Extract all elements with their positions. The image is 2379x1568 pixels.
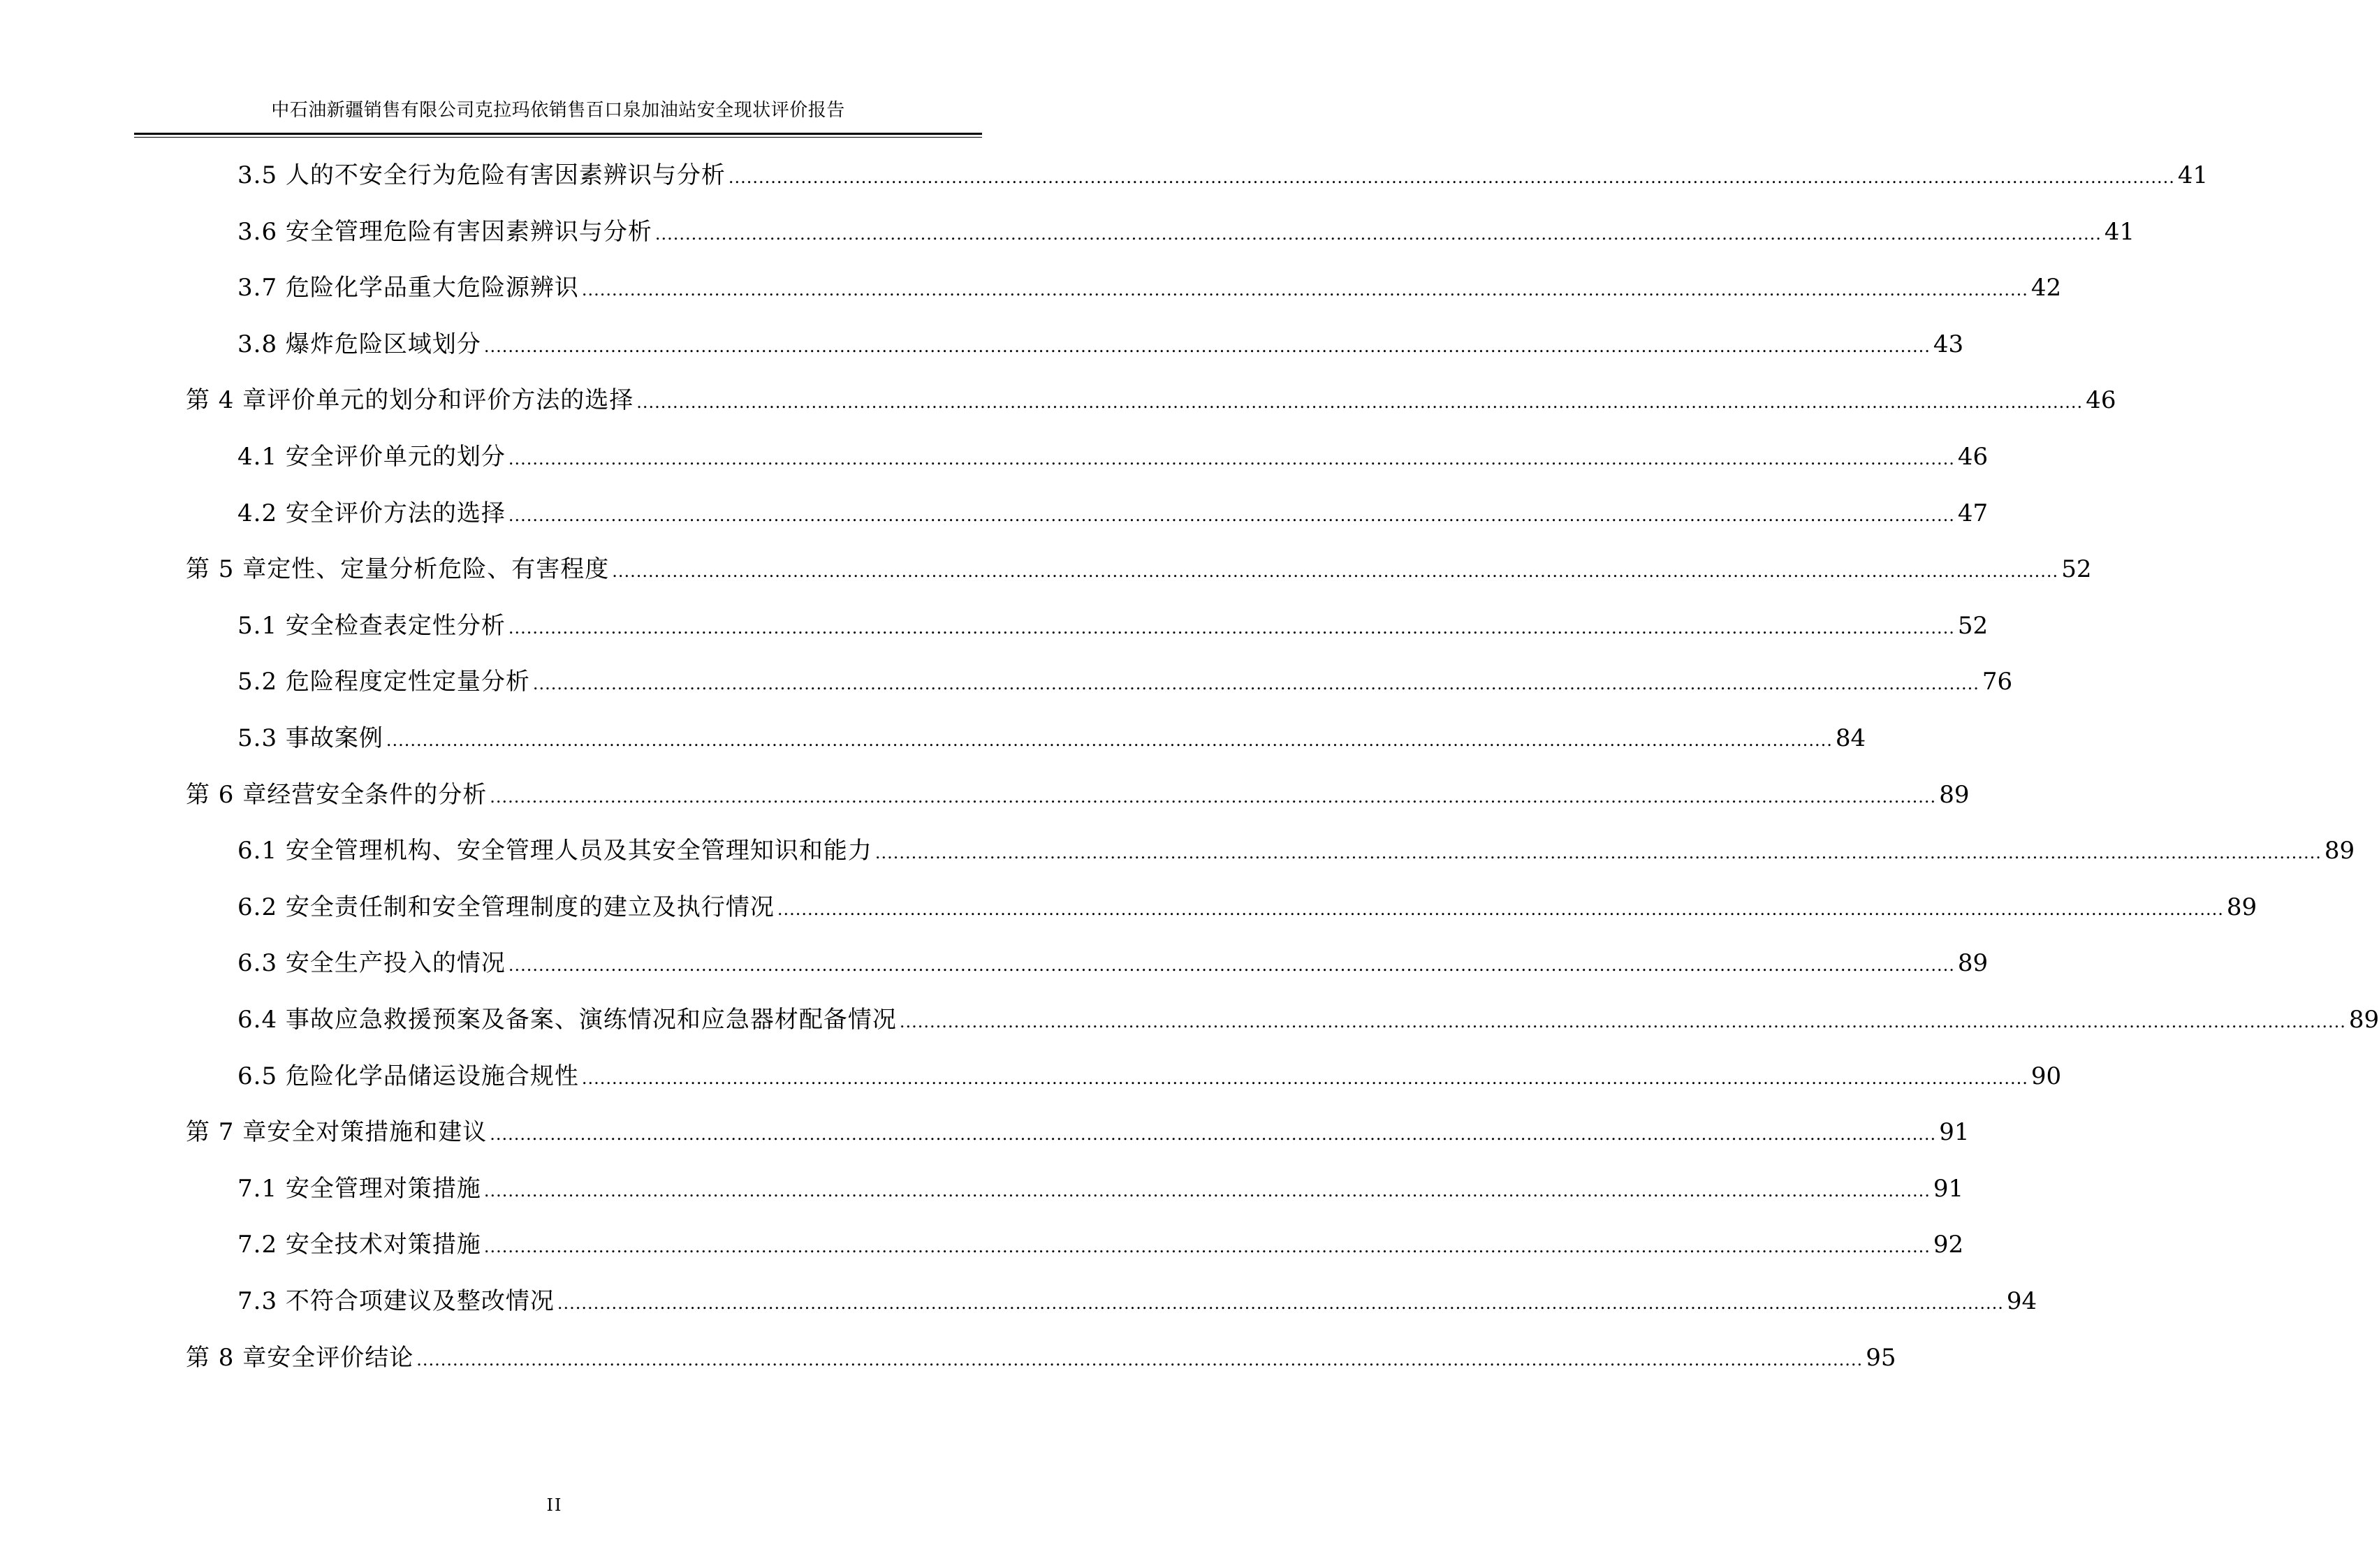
toc-dot-leader: ................................................................................................................................................................................................................................................: [483, 336, 1931, 356]
toc-entry-label: 3.5 人的不安全行为危险有害因素辨识与分析: [237, 161, 726, 189]
toc-entry-page: 89: [1939, 780, 1970, 809]
toc-dot-leader: ................................................................................................................................................................................................................................................: [490, 1124, 1937, 1145]
toc-entry-label: 6.2 安全责任制和安全管理制度的建立及执行情况: [237, 893, 775, 921]
toc-section-entry[interactable]: [237, 666, 2013, 699]
toc-entry-label: 6.5 危险化学品储运设施合规性: [237, 1062, 579, 1090]
toc-entry-label: 6.4 事故应急救援预案及备案、演练情况和应急器材配备情况: [237, 1006, 897, 1034]
toc-dot-leader: ................................................................................................................................................................................................................................................: [386, 731, 1833, 750]
toc-section-entry[interactable]: [237, 1229, 1964, 1262]
toc-dot-leader: ................................................................................................................................................................................................................................................: [508, 617, 1955, 638]
toc-dot-leader: ................................................................................................................................................................................................................................................: [874, 843, 2322, 863]
toc-dot-leader: ................................................................................................................................................................................................................................................: [581, 280, 2028, 300]
toc-entry-page: 46: [1957, 443, 1989, 471]
toc-entry-page: 76: [1982, 668, 2013, 696]
toc-section-entry[interactable]: [237, 329, 1964, 362]
toc-dot-leader: ................................................................................................................................................................................................................................................: [728, 168, 2175, 187]
toc-section-entry[interactable]: [237, 441, 1989, 474]
toc-entry-label: 第 5 章定性、定量分析危险、有害程度: [186, 555, 610, 584]
toc-chapter-entry[interactable]: [186, 554, 2092, 587]
toc-entry-label: 5.3 事故案例: [237, 724, 383, 752]
toc-section-entry[interactable]: [237, 217, 2135, 249]
toc-entry-page: 52: [1957, 611, 1989, 640]
toc-entry-label: 第 4 章评价单元的划分和评价方法的选择: [186, 386, 634, 415]
toc-entry-page: 46: [2086, 386, 2116, 415]
toc-entry-label: 7.3 不符合项建议及整改情况: [237, 1287, 555, 1315]
toc-dot-leader: ................................................................................................................................................................................................................................................: [557, 1294, 2004, 1313]
toc-entry-label: 7.1 安全管理对策措施: [237, 1174, 481, 1203]
toc-dot-leader: ................................................................................................................................................................................................................................................: [777, 899, 2224, 919]
toc-dot-leader: ................................................................................................................................................................................................................................................: [636, 393, 2084, 413]
toc-entry-label: 6.1 安全管理机构、安全管理人员及其安全管理知识和能力: [237, 837, 872, 865]
toc-section-entry[interactable]: [237, 1061, 2062, 1094]
toc-entry-label: 第 8 章安全评价结论: [186, 1343, 414, 1372]
toc-entry-label: 5.2 危险程度定性定量分析: [237, 668, 530, 696]
toc-entry-page: 94: [2006, 1287, 2037, 1315]
toc-dot-leader: ................................................................................................................................................................................................................................................: [654, 224, 2102, 244]
toc-entry-label: 第 7 章安全对策措施和建议: [186, 1118, 488, 1147]
toc-entry-page: 90: [2030, 1062, 2062, 1090]
toc-section-entry[interactable]: [237, 498, 1989, 531]
toc-entry-page: 92: [1933, 1231, 1964, 1259]
toc-entry-page: 91: [1933, 1174, 1964, 1203]
toc-entry-label: 7.2 安全技术对策措施: [237, 1231, 481, 1259]
toc-dot-leader: ................................................................................................................................................................................................................................................: [483, 1180, 1931, 1201]
toc-entry-page: 42: [2030, 274, 2062, 302]
page-number: II: [546, 1495, 563, 1515]
toc-entry-page: 43: [1933, 330, 1964, 358]
toc-entry-label: 6.3 安全生产投入的情况: [237, 949, 506, 978]
toc-entry-label: 4.2 安全评价方法的选择: [237, 499, 506, 527]
toc-section-entry[interactable]: [237, 272, 2062, 305]
toc-section-entry[interactable]: [237, 948, 1989, 981]
toc-entry-label: 4.1 安全评价单元的划分: [237, 443, 506, 471]
toc-section-entry[interactable]: [237, 610, 1989, 643]
toc-section-entry[interactable]: [237, 892, 2257, 925]
toc-chapter-entry[interactable]: [186, 1117, 1970, 1150]
toc-dot-leader: ................................................................................................................................................................................................................................................: [483, 1237, 1931, 1257]
toc-dot-leader: ................................................................................................................................................................................................................................................: [581, 1068, 2028, 1088]
toc-entry-label: 3.7 危险化学品重大危险源辨识: [237, 274, 579, 302]
toc-dot-leader: ................................................................................................................................................................................................................................................: [508, 955, 1955, 976]
toc-dot-leader: ................................................................................................................................................................................................................................................: [416, 1349, 1864, 1370]
toc-entry-page: 91: [1939, 1118, 1970, 1147]
toc-entry-page: 47: [1957, 499, 1989, 527]
toc-entry-label: 5.1 安全检查表定性分析: [237, 611, 506, 640]
toc-chapter-entry[interactable]: [186, 385, 2116, 418]
toc-dot-leader: ................................................................................................................................................................................................................................................: [532, 674, 1979, 694]
toc-section-entry[interactable]: [237, 1173, 1964, 1206]
toc-dot-leader: ................................................................................................................................................................................................................................................: [508, 505, 1955, 525]
toc-dot-leader: ................................................................................................................................................................................................................................................: [508, 449, 1955, 469]
page-header-title: 中石油新疆销售有限公司克拉玛依销售百口泉加油站安全现状评价报告: [271, 100, 845, 121]
toc-dot-leader: ................................................................................................................................................................................................................................................: [490, 786, 1937, 807]
toc-entry-page: 89: [2226, 893, 2257, 921]
toc-dot-leader: ................................................................................................................................................................................................................................................: [612, 562, 2059, 582]
toc-entry-page: 41: [2104, 217, 2135, 246]
toc-section-entry[interactable]: [237, 835, 2355, 868]
toc-entry-page: 84: [1835, 724, 1866, 752]
toc-entry-label: 第 6 章经营安全条件的分析: [186, 780, 488, 809]
toc-entry-page: 89: [2324, 837, 2355, 865]
toc-entry-page: 89: [2348, 1006, 2379, 1034]
toc-section-entry[interactable]: [237, 160, 2209, 193]
toc-section-entry[interactable]: [237, 1286, 2037, 1319]
toc-entry-page: 41: [2177, 161, 2209, 189]
toc-chapter-entry[interactable]: [186, 1342, 1896, 1375]
toc-section-entry[interactable]: [237, 1004, 2379, 1037]
toc-chapter-entry[interactable]: [186, 779, 1970, 812]
toc-entry-page: 95: [1866, 1343, 1896, 1372]
toc-entry-page: 89: [1957, 949, 1989, 978]
toc-section-entry[interactable]: [237, 723, 1866, 756]
toc-dot-leader: ................................................................................................................................................................................................................................................: [899, 1012, 2346, 1032]
toc-entry-label: 3.6 安全管理危险有害因素辨识与分析: [237, 217, 652, 246]
toc-entry-label: 3.8 爆炸危险区域划分: [237, 330, 481, 358]
toc-entry-page: 52: [2061, 555, 2092, 584]
